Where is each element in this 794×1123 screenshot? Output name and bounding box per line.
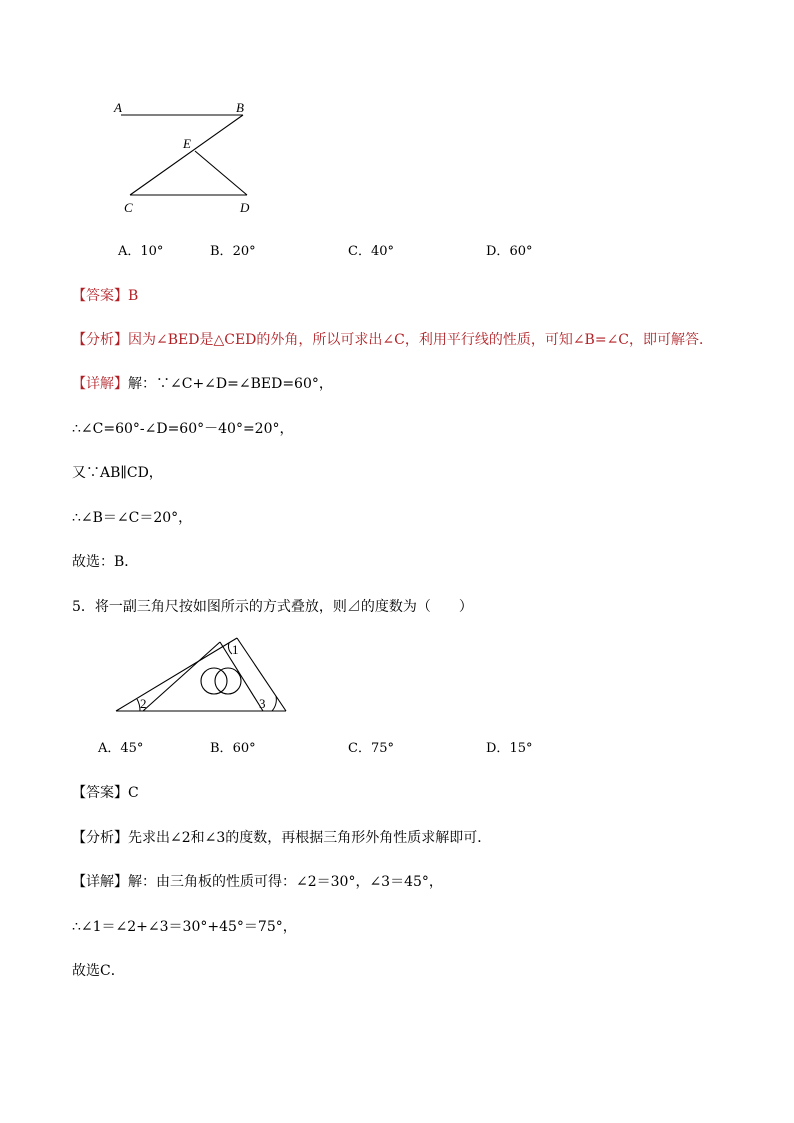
q5-detail-line-3: 故选C． <box>72 963 125 979</box>
q4-option-d: D．60° <box>486 244 533 259</box>
angle-label-2: 2 <box>140 696 147 711</box>
analysis-tag: 【分析】 <box>72 332 128 348</box>
segment-ed <box>195 151 247 195</box>
answer-tag: 【答案】 <box>72 288 128 304</box>
q4-answer <box>72 285 138 305</box>
label-b: B <box>236 100 244 115</box>
analysis-text: 因为∠BED是△CED的外角，所以可求出∠C，利用平行线的性质，可知∠B=∠C，即可解答． <box>128 332 714 348</box>
q4-detail-line-4: ∴∠B＝∠C＝20°， <box>72 510 193 526</box>
angle-label-1: 1 <box>232 642 239 657</box>
q5-option-b: B．60° <box>210 741 256 756</box>
q4-detail-line-2: ∴∠C=60°-∠D=60°－40°=20°， <box>72 421 294 437</box>
q4-analysis <box>72 329 713 349</box>
label-e: E <box>183 136 191 151</box>
q4-option-c: C．40° <box>348 244 394 259</box>
inner-left-side <box>143 642 220 711</box>
detail-tag: 【详解】 <box>72 874 128 890</box>
q4-detail-line-5: 故选：B． <box>72 554 139 570</box>
q5-triangle-rulers-figure <box>110 632 300 720</box>
q4-option-a: A．10° <box>118 244 164 259</box>
q4-geometry-figure <box>100 90 270 220</box>
q5-detail-line-2: ∴∠1＝∠2+∠3＝30°+45°＝75°， <box>72 919 297 935</box>
detail-tag: 【详解】 <box>72 376 128 392</box>
label-d: D <box>240 200 250 215</box>
q5-option-c: C．75° <box>348 741 394 756</box>
q4-detail-line-3: 又∵AB∥CD， <box>72 465 163 481</box>
q5-answer <box>72 782 139 802</box>
q5-option-a: A．45° <box>98 741 144 756</box>
q5-detail-line-1: 【详解】解：由三角板的性质可得：∠2＝30°，∠3＝45°， <box>72 874 443 890</box>
q4-detail-line-1: 【详解】解：∵∠C+∠D=∠BED=60°， <box>72 376 333 392</box>
q5-analysis <box>72 827 491 847</box>
analysis-text: 先求出∠2和∠3的度数，再根据三角形外角性质求解即可． <box>128 830 492 846</box>
angle-arc-3 <box>272 696 276 711</box>
q5-question: 5．将一副三角尺按如图所示的方式叠放，则⊿的度数为（ ） <box>72 599 473 615</box>
q4-option-b: B．20° <box>210 244 256 259</box>
ring-left <box>201 668 227 694</box>
ring-right <box>215 668 241 694</box>
segment-bc <box>130 115 243 195</box>
answer-value: B <box>128 288 139 304</box>
answer-tag: 【答案】 <box>72 785 128 801</box>
angle-label-3: 3 <box>259 696 266 711</box>
answer-value: C <box>128 785 139 801</box>
analysis-tag: 【分析】 <box>72 830 128 846</box>
q5-option-d: D．15° <box>486 741 533 756</box>
label-c: C <box>124 200 133 215</box>
long-side <box>116 638 237 711</box>
label-a: A <box>114 100 122 115</box>
